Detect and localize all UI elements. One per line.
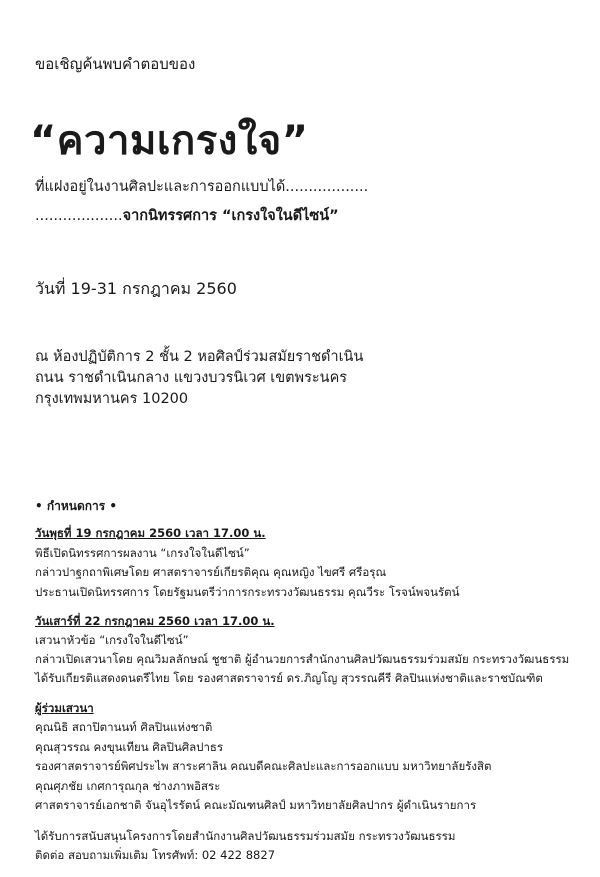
panel-heading: ผู้ร่วมเสวนา bbox=[35, 701, 94, 715]
schedule-heading: • กำหนดการ • bbox=[35, 499, 118, 513]
event2-date: วันเสาร์ที่ 22 กรกฎาคม 2560 เวลา 17.00 น. bbox=[35, 614, 275, 628]
intro-text: ขอเชิญค้นพบคำตอบของ bbox=[35, 55, 196, 73]
panel-member: คุณสุวรรณ คงขุนเทียน ศิลปินศิลปาธร bbox=[35, 740, 224, 754]
event1-line: กล่าวปาฐกถาพิเศษโดย ศาสตราจารย์เกียรติคุณ คุณหญิง ไขศรี ศรีอรุณ bbox=[35, 565, 387, 579]
subtitle-exhibition: จากนิทรรศการ “เกรงใจในดีไซน์” bbox=[122, 208, 339, 224]
panel-member: คุณศุภชัย เกศการุณกุล ช่างภาพอิสระ bbox=[35, 779, 221, 793]
event1-line: พิธีเปิดนิทรรศการผลงาน “เกรงใจในดีไซน์” bbox=[35, 546, 250, 560]
venue-line-3: กรุงเทพมหานคร 10200 bbox=[35, 391, 189, 407]
event2-line: กล่าวเปิดเสวนาโดย คุณวิมลลักษณ์ ชูชาติ ผู้อำนวยการสำนักงานศิลปวัฒนธรรมร่วมสมัย กระทรวงวัฒนธรรม bbox=[35, 652, 570, 666]
venue-line-2: ถนน ราชดำเนินกลาง แขวงบวรนิเวศ เขตพระนคร bbox=[35, 370, 348, 386]
event1-line: ประธานเปิดนิทรรศการ โดยรัฐมนตรีว่าการกระทรวงวัฒนธรรม คุณวีระ โรจน์พจนรัตน์ bbox=[35, 585, 460, 599]
event2-line: ได้รับเกียรติแสดงดนตรีไทย โดย รองศาสตราจารย์ ดร.ภิญโญ สุวรรณคีรี ศิลปินแห่งชาติและราชบัณฑิต bbox=[35, 671, 543, 685]
footer-contact: ติดต่อ สอบถามเพิ่มเติม โทรศัพท์: 02 422 8827 bbox=[35, 848, 276, 862]
panel-member: คุณนิธิ สถาปิตานนท์ ศิลปินแห่งชาติ bbox=[35, 720, 213, 734]
subtitle-line-1: ที่แฝงอยู่ในงานศิลปะและการออกแบบได้.................. bbox=[35, 179, 369, 195]
panel-member: รองศาสตราจารย์พิศประไพ สาระศาลิน คณบดีคณะศิลปะและการออกแบบ มหาวิทยาลัยรังสิต bbox=[35, 759, 492, 773]
main-title: “ความเกรงใจ” bbox=[30, 118, 309, 164]
footer-support: ได้รับการสนับสนุนโครงการโดยสำนักงานศิลปวัฒนธรรมร่วมสมัย กระทรวงวัฒนธรรม bbox=[35, 829, 456, 843]
subtitle-line-2 bbox=[35, 204, 339, 227]
event1-date: วันพุธที่ 19 กรกฎาคม 2560 เวลา 17.00 น. bbox=[35, 526, 266, 540]
venue-line-1: ณ ห้องปฏิบัติการ 2 ชั้น 2 หอศิลป์ร่วมสมัยราชดำเนิน bbox=[35, 349, 364, 365]
event2-line: เสวนาหัวข้อ “เกรงใจในดีไซน์” bbox=[35, 633, 189, 647]
subtitle-dots: ................... bbox=[35, 208, 123, 224]
exhibition-date: วันที่ 19-31 กรกฎาคม 2560 bbox=[35, 279, 237, 298]
panel-member: ศาสตราจารย์เอกชาติ จันอุไรรัตน์ คณะมัณฑนศิลป์ มหาวิทยาลัยศิลปากร ผู้ดำเนินรายการ bbox=[35, 798, 477, 812]
